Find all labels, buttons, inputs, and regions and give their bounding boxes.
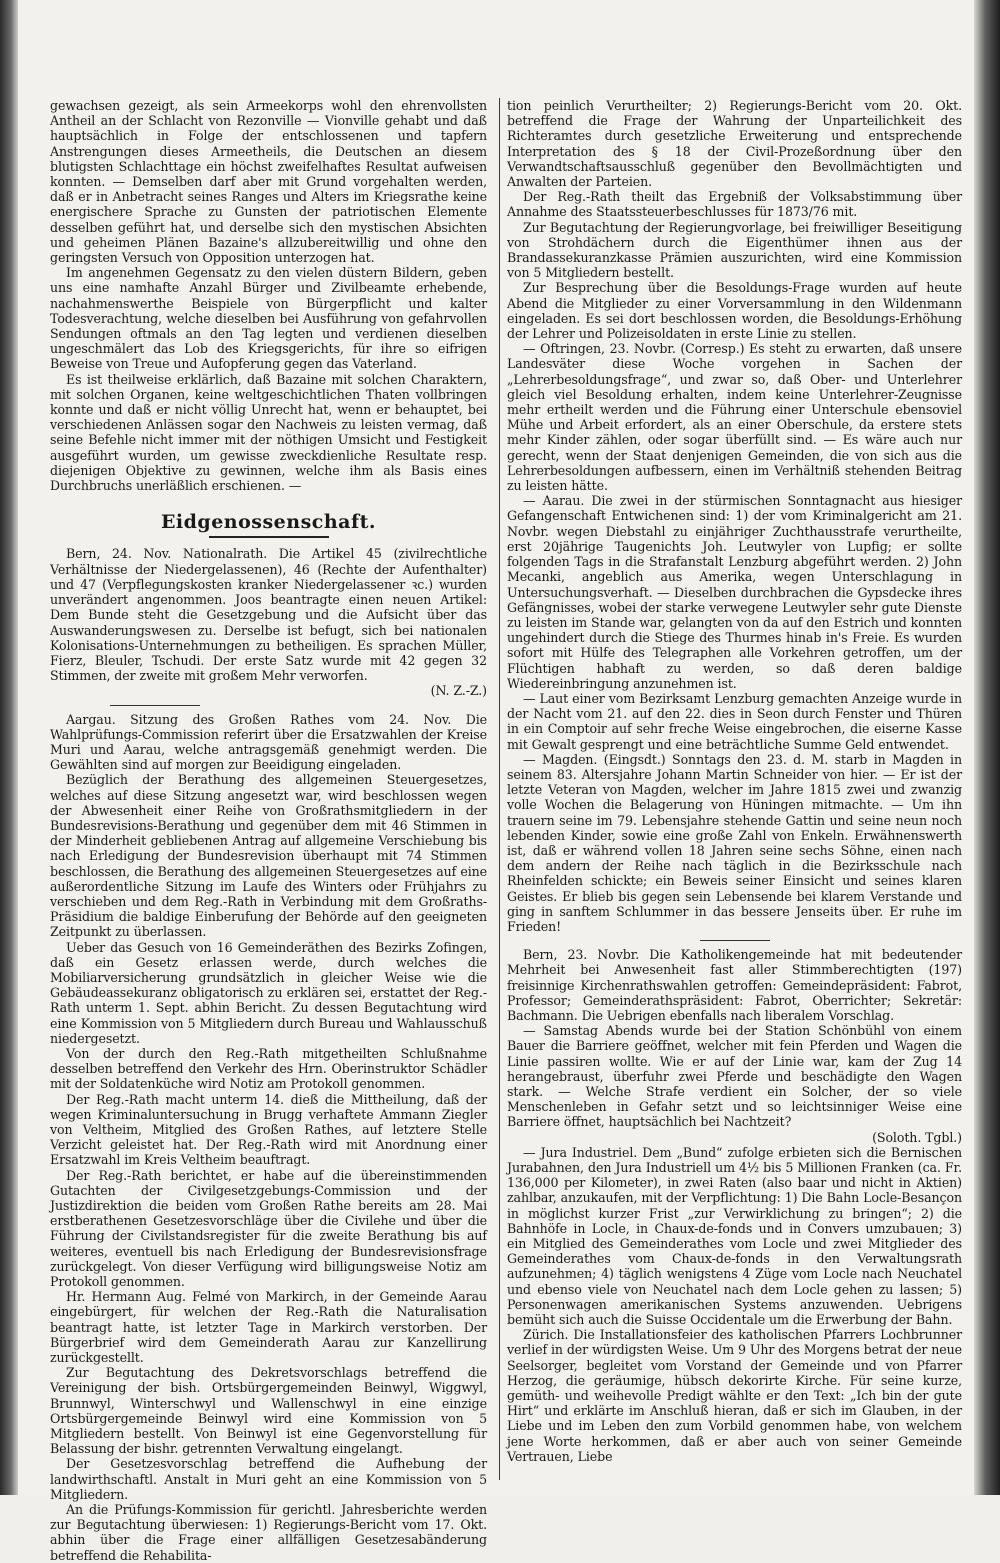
article-paragraph: Aargau. Sitzung des Großen Rathes vom 24. Nov. Die Wahlprüfungs-Commission referirt über die Ersatzwahlen der Kreise Muri und Aarau, welche antragsgemäß genehmigt werden. Die Gewählten sind auf morgen zur Beeidigung eingeladen. [50, 711, 487, 773]
article-paragraph: Der Reg.-Rath macht unterm 14. dieß die Mittheilung, daß der wegen Kriminaluntersuchung in Brugg verhaftete Ammann Ziegler von Veltheim, Mitglied des Großen Rathes, auf letztere Stelle Verzicht geleistet hat. Der Reg.-Rath wird mit Anordnung einer Ersatzwahl im Kreis Veltheim beauftragt. [50, 1091, 487, 1168]
article-paragraph: Zur Begutachtung der Regierungvorlage, bei freiwilliger Beseitigung von Strohdächern durch die Eigenthümer ihnen aus der Brandassekuranzkasse Prämien auszurichten, wird eine Kommission von 5 Mitgliedern bestellt. [507, 219, 962, 281]
article-paragraph: — Jura Industriel. Dem „Bund“ zufolge erbieten sich die Bernischen Jurabahnen, den Jura Industriell um 4½ bis 5 Millionen Franken (ca. Fr. 136,000 per Kilometer), in zwei Raten (also baar und nicht in Aktien) zahlbar, anzukaufen, mit der Verpflichtung: 1) Die Bahn Locle-Besançon in möglichst kurzer Frist „zur Verwirklichung zu bringen“; 2) die Bahnhöfe in Locle, in Chaux-de-fonds und in Convers umzubauen; 3) ein Mitglied des Gemeinderathes vom Locle und zwei Mitglieder des Gemeinderathes vom Chaux-de-fonds in den Verwaltungsrath aufzunehmen; 4) täglich wenigstens 4 Züge vom Locle nach Neuchatel und ebenso viele von Neuchatel nach dem Locle gehen zu lassen; 5) Personenwagen amerikanischen Systems anzuwenden. Uebrigens bemüht sich auch die Suisse Occidentale um die Erwerbung der Bahn. [507, 1144, 962, 1328]
article-paragraph: Der Reg.-Rath theilt das Ergebniß der Volksabstimmung über Annahme des Staatssteuerbeschlusses für 1873/76 mit. [507, 189, 962, 220]
article-paragraph: Bezüglich der Berathung des allgemeinen Steuergesetzes, welches auf diese Sitzung angesetzt war, wird beschlossen wegen der Abwesenheit einer Reihe von Großrathsmitgliedern in der Bundesrevisions-Berathung und gegenüber dem mit 46 Stimmen in der Minderheit gebliebenen Antrag auf allgemeine Verschiebung bis nach Erledigung der Bundesrevision überhaupt mit 74 Stimmen beschlossen, die Berathung des allgemeinen Steuergesetzes auf eine außerordentliche Sitzung im Laufe des Winters oder Frühjahrs zu verschieben und dem Reg.-Rath in Verbindung mit dem Großraths-Präsidium die baldige Einberufung der Behörde auf den geeigneten Zeitpunkt zu überlassen. [50, 772, 487, 940]
article-paragraph: gewachsen gezeigt, als sein Armeekorps wohl den ehrenvollsten Antheil an der Schlacht von Rezonville — Vionville gehabt und daß hauptsächlich in Folge der entschlossenen und tapfern Anstrengungen dieses Armeetheils, die Deutschen an diesem blutigsten Schlachttage ein höchst zweifelhaftes Resultat aufweisen konnten. — Demselben darf aber mit Grund vorgehalten werden, daß er in Anbetracht seines Ranges und Alters im Kriegsrathe keine energischere Sprache zu Gunsten der patriotischen Elemente desselben geführt hat, und derselbe sich den mystischen Absichten und geheimen Plänen Bazaine's allzubereitwillig und ohne den geringsten Versuch von Opposition unterzogen hat. [50, 98, 487, 266]
article-paragraph: An die Prüfungs-Kommission für gerichtl. Jahresberichte werden zur Begutachtung überwiesen: 1) Regierungs-Bericht vom 17. Okt. abhin über die Frage einer allfälligen Gesetzesabänderung betreffend die Rehabilita- [50, 1502, 487, 1563]
column-divider [499, 98, 500, 1480]
right-column [507, 98, 962, 1464]
article-paragraph: — Laut einer vom Bezirksamt Lenzburg gemachten Anzeige wurde in der Nacht vom 21. auf den 22. dies in Seon durch Fenster und Thüren in ein Comptoir auf sehr freche Weise eingebrochen, die eiserne Kasse mit Gewalt gesprengt und eine beträchtliche Summe Geld entwendet. [507, 690, 962, 752]
article-paragraph: Von der durch den Reg.-Rath mitgetheilten Schlußnahme desselben betreffend den Verkehr des Hrn. Oberinstruktor Schädler mit der Soldatenküche wird Notiz am Protokoll genommen. [50, 1045, 487, 1092]
article-paragraph: — Samstag Abends wurde bei der Station Schönbühl von einem Bauer die Barriere geöffnet, welcher mit fein Pferden und Wagen die Linie passiren wollte. Wie er auf der Linie war, kam der Zug 14 herangebraust, überfuhr zwei Pferde und beschädigte den Wagen stark. — Welche Strafe verdient ein Solcher, der so viele Menschenleben in Gefahr setzt und so leichtsinniger Weise eine Barriere öffnet, hauptsächlich bei Nachtzeit? [507, 1023, 962, 1130]
article-paragraph: tion peinlich Verurtheilter; 2) Regierungs-Bericht vom 20. Okt. betreffend die Frage der Wahrung der Unparteilichkeit des Richteramtes durch gesetzliche Erweiterung und entsprechende Interpretation des § 18 der Civil-Prozeßordnung über den Verwandtschaftsausschluß gegenüber den Bevollmächtigten und Anwalten der Parteien. [507, 98, 962, 190]
article-paragraph: Es ist theilweise erklärlich, daß Bazaine mit solchen Charaktern, mit solchen Organen, keine weltgeschichtlichen Thaten vollbringen konnte und daß er nicht völlig Unrecht hat, wenn er behauptet, bei verschiedenen Anlässen sogar den Nachweis zu leisten vermag, daß seine Befehle nicht immer mit der nöthigen Umsicht und Festigkeit ausgeführt wurden, um gewisse zweckdienliche Resultate resp. diejenigen Objektive zu gewinnen, welche ihm als Basis eines Durchbruchs unerläßlich erschienen. — [50, 371, 487, 494]
heading-rule [209, 536, 329, 538]
article-paragraph: Bern, 24. Nov. Nationalrath. Die Artikel 45 (zivilrechtliche Verhältnisse der Niedergelassenen), 46 (Rechte der Aufenthalter) und 47 (Verpflegungskosten kranker Niedergelassener ꝛc.) wurden unverändert angenommen. Joos beantragte einen neuen Artikel: Dem Bunde steht die Gesetzgebung und die Aufsicht über das Auswanderungswesen zu. Derselbe ist befugt, sich bei nationalen Kolonisations-Unternehmungen zu betheiligen. Es sprachen Müller, Fierz, Bleuler, Tschudi. Der erste Satz wurde mit 42 gegen 32 Stimmen, der zweite mit großem Mehr verworfen. [50, 546, 487, 684]
article-paragraph: — Magden. (Eingsdt.) Sonntags den 23. d. M. starb in Magden in seinem 83. Altersjahre Johann Martin Schneider von hier. — Er ist der letzte Veteran von Magden, welcher im Jahre 1815 zwei und zwanzig volle Wochen die Belagerung von Hüningen mitmachte. — Um ihn trauern seine im 79. Lebensjahre stehende Gattin und seine neun noch lebenden Kinder, sowie eine große Zahl von Enkeln. Erwähnenswerth ist, daß er während vollen 18 Jahren seine sechs Söhne, einen nach dem andern der Reihe nach täglich in die Bezirksschule nach Rheinfelden schickte; ein Beweis seiner Einsicht und seines klaren Geistes. Er blieb bis gegen sein Lebensende bei klarem Verstande und ging in sanftem Schlummer in das bessere Jenseits über. Er ruhe im Frieden! [507, 751, 962, 934]
article-paragraph: Bern, 23. Novbr. Die Katholikengemeinde hat mit bedeutender Mehrheit bei Anwesenheit fast aller Stimmberechtigten (197) freisinnige Kirchenrathswahlen getroffen: Gemeindepräsident: Fabrot, Professor; Gemeinderathspräsident: Fabrot, Oberrichter; Sekretär: Bachmann. Die Uebrigen ebenfalls nach liberalem Vorschlag. [507, 947, 962, 1023]
article-paragraph: Zürich. Die Installationsfeier des katholischen Pfarrers Lochbrunner verlief in der würdigsten Weise. Um 9 Uhr des Morgens betrat der neue Seelsorger, begleitet vom Vorstand der Gemeinde und von Pfarrer Herzog, die geräumige, hübsch dekorirte Kirche. Für seine kurze, gemüth- und weihevolle Predigt wählte er den Text: „Ich bin der gute Hirt“ und erklärte im Anschluß hieran, daß er sich im Glauben, in der Liebe und im Leben den zum Vorbild genommen habe, von welchem jene Worte herkommen, daß er aber auch von seiner Gemeinde Vertrauen, Liebe [507, 1327, 962, 1464]
source-attribution: (Soloth. Tgbl.) [872, 1129, 962, 1145]
scan-edge-left [0, 0, 18, 1495]
article-paragraph: — Aarau. Die zwei in der stürmischen Sonntagnacht aus hiesiger Gefangenschaft Entwichenen sind: 1) der vom Kriminalgericht am 21. Novbr. wegen Diebstahl zu einjähriger Zuchthausstrafe verurtheilte, erst 20jährige Taugenichts Joh. Leutwyler von Lupfig; er sollte folgenden Tags in die Strafanstalt Lenzburg abgeführt werden. 2) John Mecanki, angeblich aus Amerika, wegen Unterschlagung in Untersuchungsverhaft. — Dieselben durchbrachen die Gypsdecke ihres Gefängnisses, wobei der starke verwegene Leutwyler sehr gute Dienste zu leisten im Stande war, gelangten von da auf den Estrich und konnten ungehindert durch die Stiege des Thurmes hinab in's Freie. Es wurden sofort mit Hülfe des Telegraphen alle Vorkehren getroffen, um der Flüchtigen habhaft zu werden, so daß deren baldige Wiedereinbringung anzunehmen ist. [507, 493, 962, 691]
article-paragraph: Hr. Hermann Aug. Felmé von Markirch, in der Gemeinde Aarau eingebürgert, für welchen der Reg.-Rath die Naturalisation beantragt hatte, ist letzter Tage in Markirch verstorben. Der Bürgerbrief wird dem Gemeinderath Aarau zur Kanzellirung zurückgestellt. [50, 1289, 487, 1366]
article-paragraph: Ueber das Gesuch von 16 Gemeinderäthen des Bezirks Zofingen, daß ein Gesetz erlassen werde, durch welches die Mobiliarversicherung grundsätzlich in gleicher Weise wie die Gebäudeassekuranz obligatorisch zu erklären sei, erstattet der Reg.-Rath unterm 1. Sept. abhin Bericht. Zu dessen Begutachtung wird eine Kommission von 5 Mitgliedern durch Bureau und Wahlausschuß niedergesetzt. [50, 939, 487, 1046]
article-paragraph: Der Gesetzesvorschlag betreffend die Aufhebung der landwirthschaftl. Anstalt in Muri geht an eine Kommission von 5 Mitgliedern. [50, 1456, 487, 1502]
separator-rule [700, 940, 770, 941]
article-paragraph: Zur Besprechung über die Besoldungs-Frage wurden auf heute Abend die Mitglieder zu einer Vorversammlung in den Wildenmann eingeladen. Es sei dort beschlossen worden, die Besoldungs-Erhöhung der Lehrer und Polizeisoldaten in erste Linie zu stellen. [507, 280, 962, 342]
separator-rule [110, 705, 200, 706]
article-paragraph: Zur Begutachtung des Dekretsvorschlags betreffend die Vereinigung der bish. Ortsbürgergemeinden Beinwyl, Wiggwyl, Brunnwyl, Winterschwyl und Wallenschwyl in eine einzige Ortsbürgergemeinde Beinwyl wird eine Kommission von 5 Mitgliedern bestellt. Von Beinwyl ist eine Gegenvorstellung für Belassung der bishr. getrennten Verwaltung eingelangt. [50, 1365, 487, 1457]
scan-edge-right [974, 0, 1000, 1495]
section-heading: Eidgenossenschaft. [160, 511, 377, 534]
left-column [50, 98, 487, 1563]
source-attribution: (N. Z.-Z.) [430, 683, 487, 699]
article-paragraph: Der Reg.-Rath berichtet, er habe auf die übereinstimmenden Gutachten der Civilgesetzgebungs-Commission und der Justizdirektion die beiden vom Großen Rathe bereits am 28. Mai erstberathenen Gesetzesvorschläge über die Civilehe und über die Führung der Civilstandsregister für die zweite Berathung bis auf weiteres, eventuell bis nach Erledigung der Bundesrevisionsfrage zurückgelegt. Von dieser Verfügung wird billigungsweise Notiz am Protokoll genommen. [50, 1167, 487, 1290]
article-paragraph: Im angenehmen Gegensatz zu den vielen düstern Bildern, geben uns eine namhafte Anzahl Bürger und Zivilbeamte erhebende, nachahmenswerthe Beispiele von Bürgerpflicht und kalter Todesverachtung, welche dieselben bei Ausführung von gefahrvollen Sendungen oftmals an den Tag legten und verdienen dieselben ungeschmälert das Lob des Kriegsgerichts, für ihre so eifrigen Beweise von Treue und Aufopferung gegen das Vaterland. [50, 265, 487, 372]
article-paragraph: — Oftringen, 23. Novbr. (Corresp.) Es steht zu erwarten, daß unsere Landesväter diese Woche vorgehen in Sachen der „Lehrerbesoldungsfrage“, und zwar so, daß Ober- und Unterlehrer gleich viel Besoldung erhalten, indem keine Unterlehrer-Zeugnisse mehr ertheilt werden und die Führung einer Unterschule ebensoviel Mühe und Arbeit erfordert, als an einer Oberschule, da erstere stets mehr Kinder zählen, oder sogar überfüllt sind. — Es wäre auch nur gerecht, wenn der Staat denjenigen Gemeinden, die von sich aus die Lehrerbesoldungen aufbessern, einen im Verhältniß stehenden Beitrag zu leisten hätte. [507, 341, 962, 494]
